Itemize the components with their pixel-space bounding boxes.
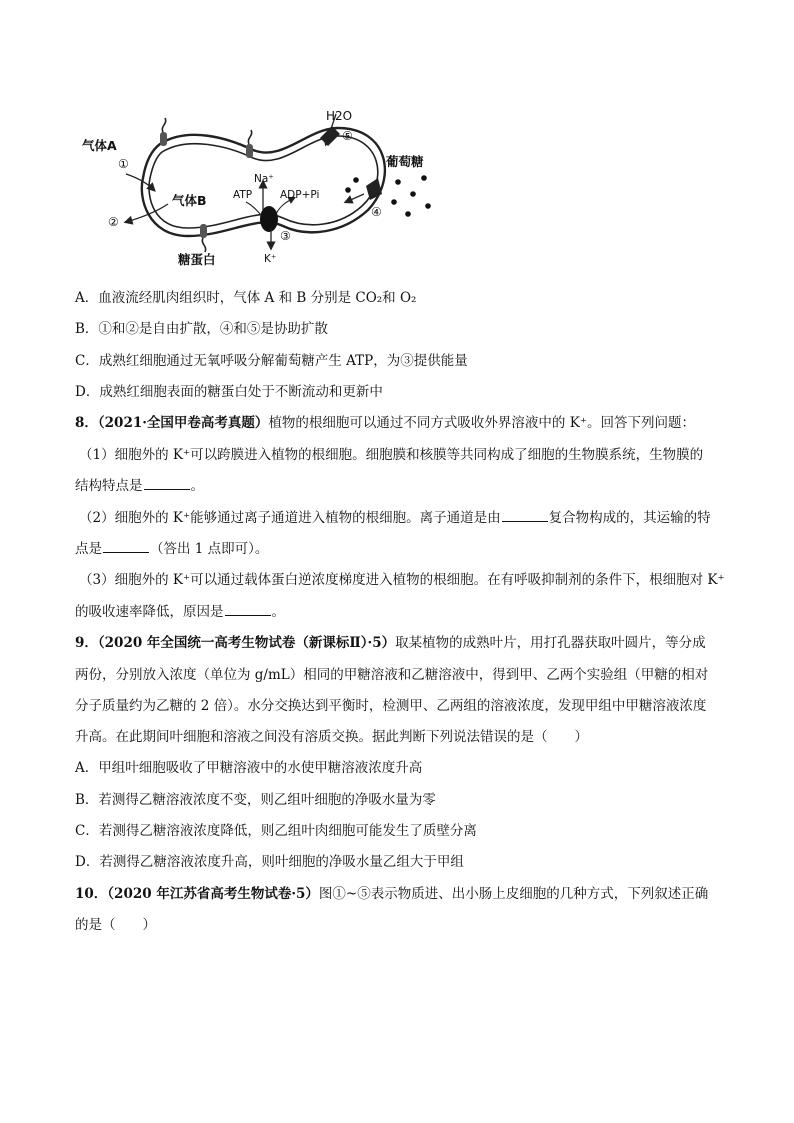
q9-number: 9． xyxy=(75,635,98,651)
q9-option-a: A．甲组叶细胞吸收了甲糖溶液中的水使甲糖溶液浓度升高 xyxy=(75,760,423,776)
glucose-arrow xyxy=(346,194,364,202)
q8-part1-line2-post: 。 xyxy=(190,478,204,494)
q8-part2-line1-pre: （2）细胞外的 K⁺能够通过离子通道进入植物的根细胞。离子通道是由 xyxy=(79,510,501,526)
q9-option-b: B．若测得乙糖溶液浓度不变，则乙组叶细胞的净吸水量为零 xyxy=(75,792,436,808)
label-1: ① xyxy=(118,157,129,171)
q7-option-d: D．成熟红细胞表面的糖蛋白处于不断流动和更新中 xyxy=(75,384,383,400)
q9-line4: 升高。在此期间叶细胞和溶液之间没有溶质交换。据此判断下列说法错误的是（ ） xyxy=(75,729,588,745)
q9-option-d: D．若测得乙糖溶液浓度升高，则叶细胞的净吸水量乙组大于甲组 xyxy=(75,854,464,870)
q9-line3: 分子质量约为乙糖的 2 倍）。水分交换达到平衡时，检测甲、乙两组的溶液浓度，发现甲组中甲糖溶液浓度 xyxy=(75,698,707,714)
atp-arrow xyxy=(246,202,262,216)
label-gas-b: 气体B xyxy=(172,193,207,208)
label-2: ② xyxy=(108,215,119,229)
q8-stem xyxy=(75,413,695,433)
q8-part1-line1: （1）细胞外的 K⁺可以跨膜进入植物的根细胞。细胞膜和核膜等共同构成了细胞的生物膜系统，生物膜的 xyxy=(79,447,704,463)
glycoprotein-top-middle xyxy=(246,130,253,158)
label-glucose: 葡萄糖 xyxy=(386,154,424,169)
answer-blank-2[interactable] xyxy=(502,508,548,522)
answer-blank-4[interactable] xyxy=(225,602,271,616)
q8-number: 8． xyxy=(75,415,98,431)
label-gas-a: 气体A xyxy=(82,138,117,153)
q9-line2: 两份，分别放入浓度（单位为 g/mL）相同的甲糖溶液和乙糖溶液中，得到甲、乙两个实验组（甲糖的相对 xyxy=(75,667,709,683)
q10-line2: 的是（ ） xyxy=(75,917,156,933)
label-k: K⁺ xyxy=(264,253,277,265)
answer-blank-3[interactable] xyxy=(103,539,149,553)
label-4: ④ xyxy=(371,205,382,219)
q7-option-c: C．成熟红细胞通过无氧呼吸分解葡萄糖产生 ATP，为③提供能量 xyxy=(75,353,468,369)
q8-part3-line2 xyxy=(75,602,285,622)
q7-option-b: B．①和②是自由扩散，④和⑤是协助扩散 xyxy=(75,321,328,337)
q8-part2-line2-pre: 点是 xyxy=(75,541,102,557)
q8-part1-line2-pre: 结构特点是 xyxy=(75,478,143,494)
q10-number: 10． xyxy=(75,886,108,902)
glycoprotein-bottom xyxy=(200,224,207,252)
label-glycoprotein: 糖蛋白 xyxy=(178,252,216,267)
label-atp: ATP xyxy=(233,189,253,201)
label-na: Na⁺ xyxy=(254,173,274,185)
q8-part2-line1 xyxy=(79,508,711,528)
q7-option-a: A．血液流经肌肉组织时，气体 A 和 B 分别是 CO₂和 O₂ xyxy=(75,290,417,306)
q8-part3-line2-post: 。 xyxy=(271,604,285,620)
q8-part1-line2 xyxy=(75,476,204,496)
label-h2o: H2O xyxy=(326,109,353,123)
label-adp: ADP+Pi xyxy=(280,189,320,201)
q10-line1 xyxy=(75,884,708,904)
red-blood-cell-diagram xyxy=(68,98,468,274)
label-3: ③ xyxy=(280,229,291,243)
q8-part2-line1-post: 复合物构成的，其运输的特 xyxy=(548,510,711,526)
label-5: ⑤ xyxy=(342,129,353,143)
q8-stem-text: 植物的根细胞可以通过不同方式吸收外界溶液中的 K⁺。回答下列问题： xyxy=(268,415,695,431)
answer-blank-1[interactable] xyxy=(144,476,190,490)
q8-part3-line1: （3）细胞外的 K⁺可以通过载体蛋白逆浓度梯度进入植物的根细胞。在有呼吸抑制剂的条件下，根细胞对 K⁺ xyxy=(79,572,725,588)
q9-option-c: C．若测得乙糖溶液浓度降低，则乙组叶肉细胞可能发生了质壁分离 xyxy=(75,823,477,839)
q8-source: （2021·全国甲卷高考真题） xyxy=(97,415,269,431)
q9-source: （2020 年全国统一高考生物试卷（新课标Ⅱ）·5） xyxy=(97,635,396,651)
glycoprotein-top-left xyxy=(160,118,167,146)
q9-line1-text: 取某植物的成熟叶片，用打孔器获取叶圆片，等分成 xyxy=(395,635,706,651)
glucose-carrier-protein xyxy=(366,178,382,200)
q10-source: （2020 年江苏省高考生物试卷·5） xyxy=(107,886,319,902)
q8-part2-line2-post: （答出 1 点即可）。 xyxy=(150,541,269,557)
q8-part3-line2-pre: 的吸收速率降低，原因是 xyxy=(75,604,224,620)
q10-line1-text: 图①~⑤表示物质进、出小肠上皮细胞的几种方式，下列叙述正确 xyxy=(318,886,709,902)
q9-line1 xyxy=(75,633,706,653)
q8-part2-line2 xyxy=(75,539,268,559)
